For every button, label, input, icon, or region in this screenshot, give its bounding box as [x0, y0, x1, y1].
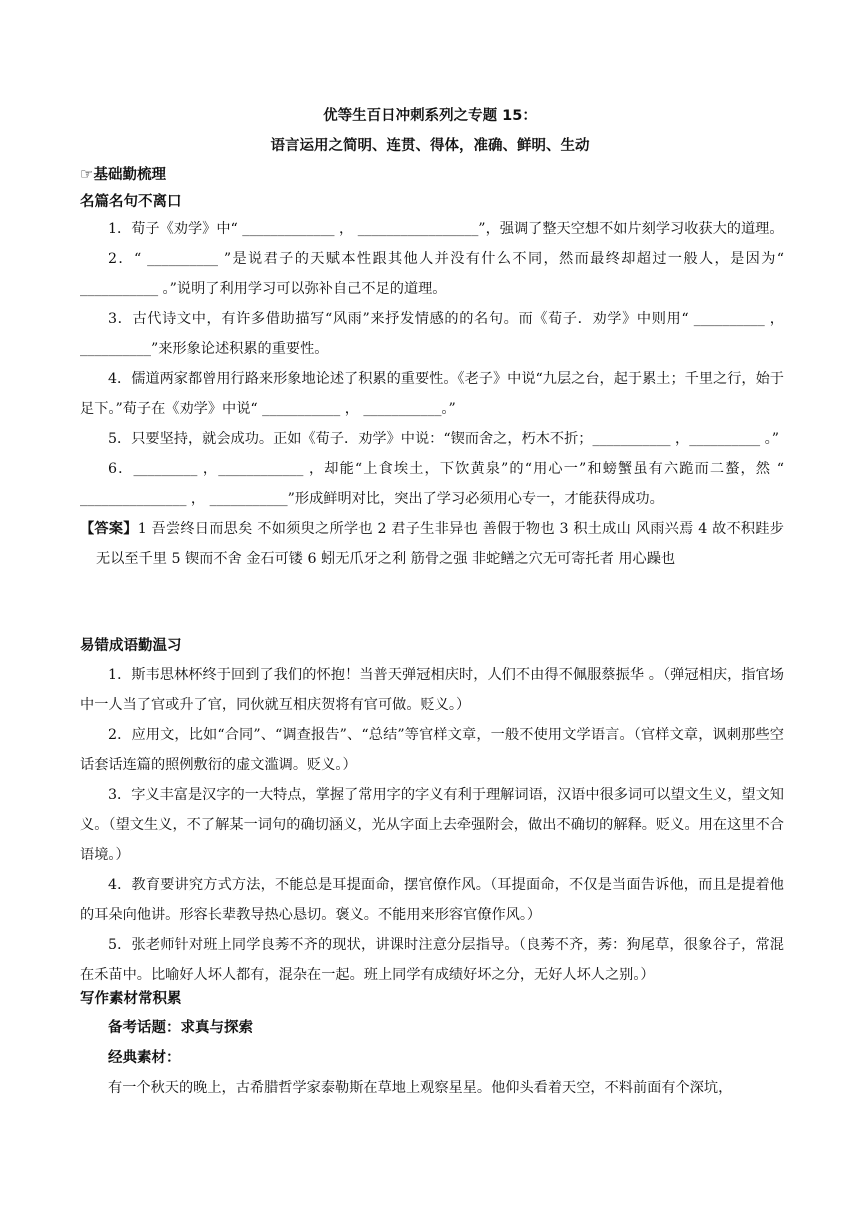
pointing-hand-icon: ☞ [80, 165, 94, 183]
document-title: 优等生百日冲刺系列之专题 15： [323, 108, 537, 124]
classic-label: 经典素材： [108, 1050, 181, 1066]
section-basic [80, 160, 784, 216]
section-heading-idioms: 易错成语勤温习 [80, 638, 182, 654]
section-label: 基础勤梳理 [93, 167, 166, 183]
quote-item-2: 2．“ __________ ”是说君子的天赋本性跟其他人并没有什么不同，然而最终却超过一般人，是因为“ ___________ 。”说明了利用学习可以弥补自己不足的道理。 [80, 251, 784, 297]
document-subtitle: 语言运用之简明、连贯、得体，准确、鲜明、生动 [270, 138, 590, 154]
quote-item-4: 4．儒道两家都曾用行路来形象地论述了积累的重要性。《老子》中说“九层之台，起于累土；千里之行，始于足下。”荀子在《劝学》中说“ ___________ ， ___________。” [80, 371, 784, 417]
quote-item-6: 6．_________ ，____________ ，却能“上食埃土，下饮黄泉”的“用心一”和螃蟹虽有六跪而二螯，然 “ _______________ ， ___________”形成鲜明对比，突出了学习必须用心专一，才能获得成功。 [80, 461, 784, 507]
section-idioms [80, 632, 784, 990]
quote-item-5: 5．只要坚持，就会成功。正如《荀子．劝学》中说：“锲而舍之，朽木不折；___________ ，__________ 。” [108, 431, 779, 447]
idiom-item-5: 5．张老师针对班上同学良莠不齐的现状，讲课时注意分层指导。（良莠不齐，莠：狗尾草，很象谷子，常混在禾苗中。比喻好人坏人都有，混杂在一起。班上同学有成绩好坏之分，无好人坏人之别。） [80, 937, 784, 983]
answer-text: 1 吾尝终日而思矣 不如须臾之所学也 2 君子生非异也 善假于物也 3 积土成山 风雨兴焉 4 故不积跬步 无以至千里 5 锲而不舍 金石可镂 6 蚓无爪牙之利 筋骨之强 非蛇鳝之穴无可寄托者 用心躁也 [96, 521, 784, 567]
quote-item-1: 1．荀子《劝学》中“ _____________ ， _________________”，强调了整天空想不如片刻学习收获大的道理。 [108, 221, 784, 237]
idiom-item-2: 2．应用文，比如“合同”、“调查报告”、“总结”等官样文章，一般不使用文学语言。（官样文章，讽刺那些空话套话连篇的照例敷衍的虚文滥调。贬义。） [80, 727, 784, 773]
answer-label: 【答案】 [80, 521, 138, 537]
section-writing [80, 985, 784, 1103]
section-heading-quotes: 名篇名句不离口 [80, 194, 182, 210]
idiom-item-1: 1．斯韦思林杯终于回到了我们的怀抱！当普天弹冠相庆时，人们不由得不佩服蔡振华 。（弹冠相庆，指官场中一人当了官或升了官，同伙就互相庆贺将有官可做。贬义。） [80, 667, 784, 713]
idiom-item-4: 4．教育要讲究方式方法，不能总是耳提面命，摆官僚作风。（耳提面命，不仅是当面告诉他，而且是提着他的耳朵向他讲。形容长辈教导热心恳切。褒义。不能用来形容官僚作风。） [80, 877, 784, 923]
topic-line: 备考话题：求真与探索 [108, 1020, 253, 1036]
idiom-item-3: 3．字义丰富是汉字的一大特点，掌握了常用字的字义有利于理解词语，汉语中很多词可以望文生义，望文知义。（望文生义，不了解某一词句的确切涵义，光从字面上去牵强附会，做出不确切的解释。贬义。用在这里不合语境。） [80, 787, 784, 863]
quotes-list [80, 214, 784, 574]
quote-item-3: 3．古代诗文中，有许多借助描写“风雨”来抒发情感的的名句。而《荀子．劝学》中则用“ __________ ， __________”来形象论述积累的重要性。 [80, 311, 784, 357]
section-heading-writing: 写作素材常积累 [80, 991, 182, 1007]
section-heading-basic [80, 160, 784, 188]
material-paragraph: 有一个秋天的晚上，古希腊哲学家泰勒斯在草地上观察星星。他仰头看着天空，不料前面有个深坑， [108, 1080, 733, 1096]
answer-block [80, 514, 784, 574]
